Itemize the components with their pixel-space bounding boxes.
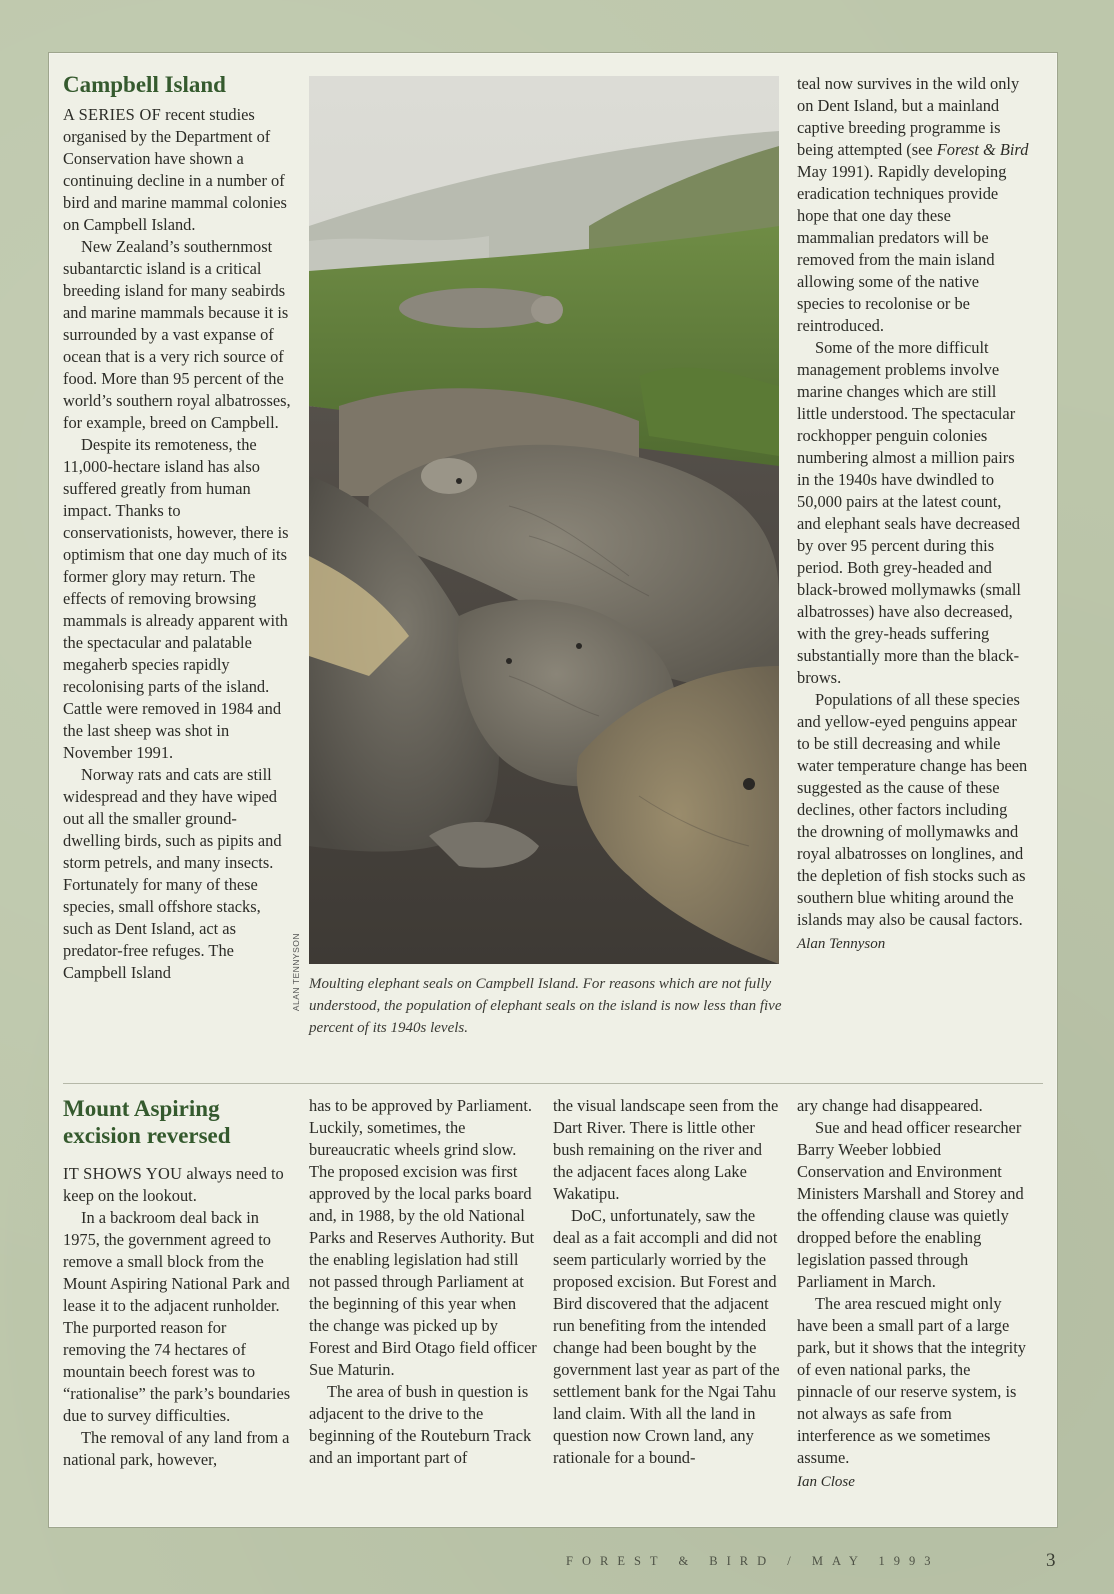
article1-text: teal now survives in the wild only on Dent Island, but a mainland captive breeding programme is being attempted (see	[797, 74, 1020, 159]
photo-credit: ALAN TENNYSON	[291, 933, 301, 1012]
article2-lead-text: always need to keep on the lookout.	[63, 1164, 284, 1205]
article2-paragraph: Sue and head officer researcher Barry Weeber lobbied Conservation and Environment Ministers Marshall and Storey and the offending clause was quietly dropped before the enabling legislation passed through Parliament in March.	[797, 1118, 1024, 1291]
article2-byline: Ian Close	[797, 1474, 855, 1490]
magazine-title: Forest & Bird	[936, 140, 1029, 159]
page-number: 3	[1046, 1550, 1056, 1571]
article1-paragraph: Norway rats and cats are still widespread and they have wiped out all the smaller ground-dwelling birds, such as pipits and storm petrels, and many insects. Fortunately for many of these species, small offshore stacks, such as Dent Island, act as predator-free refuges. The Campbell Island	[63, 765, 282, 982]
article2-paragraph: the visual landscape seen from the Dart River. There is little other bush remaining on the river and the adjacent faces along Lake Wakatipu.	[553, 1096, 779, 1203]
article2-paragraph: The area rescued might only have been a small part of a large park, but it shows that the integrity of even national parks, the pinnacle of our reserve system, is not always as safe from interference as we sometimes assume.	[797, 1294, 1026, 1467]
article1-paragraph: New Zealand’s southernmost subantarctic island is a critical breeding island for many seabirds and marine mammals because it is surrounded by a vast expanse of ocean that is a very rich source of food. More than 95 percent of the world’s southern royal albatrosses, for example, breed on Campbell.	[63, 237, 291, 432]
article1-paragraph: Despite its remoteness, the 11,000-hectare island has also suffered greatly from human impact. Thanks to conservationists, however, there is optimism that one day much of its former glory may return. The effects of removing browsing mammals is already apparent with the spectacular and palatable megaherb species rapidly recolonising parts of the island. Cattle were removed in 1984 and the last sheep was shot in November 1991.	[63, 435, 289, 762]
article2-column-3	[553, 1095, 783, 1469]
article2-paragraph	[63, 1163, 293, 1207]
article-panel	[48, 52, 1058, 1528]
article1-byline: Alan Tennyson	[797, 936, 886, 952]
section-divider	[63, 1083, 1043, 1084]
article1-column-right	[797, 73, 1029, 955]
article1-paragraph	[797, 73, 1029, 337]
article2-column-2	[309, 1095, 539, 1469]
article1-paragraph: Populations of all these species and yellow-eyed penguins appear to be still decreasing and while water temperature change has been suggested as the cause of these declines, other factors including the drowning of mollymawks and royal albatrosses on longlines, and the depletion of fish stocks such as southern blue whiting around the islands may also be causal factors.	[797, 690, 1028, 929]
article1-lead-text: recent studies organised by the Department of Conservation have shown a continuing decline in a number of bird and marine mammal colonies on Campbell Island.	[63, 105, 287, 234]
elephant-seals-photo	[309, 76, 779, 964]
article2-paragraph: DoC, unfortunately, saw the deal as a fait accompli and did not seem particularly worried by the proposed excision. But Forest and Bird discovered that the adjacent run benefiting from the intended change had been bought by the government last year as part of the settlement bank for the Ngai Tahu land claim. With all the land in question now Crown land, any rationale for a bound-	[553, 1206, 780, 1467]
article2-lead-caps: IT SHOWS YOU	[63, 1164, 183, 1183]
article1-headline: Campbell Island	[63, 72, 226, 97]
article1-paragraph	[63, 104, 291, 236]
photo-caption: Moulting elephant seals on Campbell Island. For reasons which are not fully understood, the population of elephant seals on the island is now less than five percent of its 1940s levels.	[309, 976, 782, 1036]
article1-lead-caps: A SERIES OF	[63, 105, 162, 124]
article2-headline: Mount Aspiring excision reversed	[63, 1096, 231, 1148]
article2-paragraph: The area of bush in question is adjacent to the drive to the beginning of the Routeburn Track and an important part of	[309, 1382, 532, 1467]
article2-column-4	[797, 1095, 1029, 1493]
article1-text: May 1991). Rapidly developing eradication techniques provide hope that one day these mammalian predators will be removed from the main island allowing some of the native species to recolonise or be reintroduced.	[797, 162, 1007, 335]
magazine-footer: FOREST & BIRD / MAY 1993	[566, 1554, 940, 1568]
article2-paragraph: The removal of any land from a national park, however,	[63, 1428, 290, 1469]
article1-paragraph: Some of the more difficult management problems involve marine changes which are still little understood. The spectacular rockhopper penguin colonies numbering almost a million pairs in the 1940s have dwindled to 50,000 pairs at the latest count, and elephant seals have decreased by over 95 percent during this period. Both grey-headed and black-browed mollymawks (small albatrosses) have also decreased, with the grey-heads suffering substantially more than the black-brows.	[797, 338, 1021, 687]
elephant-seals-illustration	[309, 76, 779, 964]
article2-column-1	[63, 1095, 293, 1471]
article2-paragraph: has to be approved by Parliament. Luckily, sometimes, the bureaucratic wheels grind slow. The proposed excision was first approved by the local parks board and, in 1988, by the old National Parks and Reserves Authority. But the enabling legislation had still not passed through Parliament at the beginning of this year when the change was picked up by Forest and Bird Otago field officer Sue Maturin.	[309, 1096, 537, 1379]
article2-paragraph: ary change had disappeared.	[797, 1096, 983, 1115]
article1-column-left	[63, 71, 291, 984]
article2-paragraph: In a backroom deal back in 1975, the government agreed to remove a small block from the Mount Aspiring National Park and lease it to the adjacent runholder. The purported reason for removing the 74 hectares of mountain beech forest was to “rationalise” the park’s boundaries due to survey difficulties.	[63, 1208, 291, 1425]
